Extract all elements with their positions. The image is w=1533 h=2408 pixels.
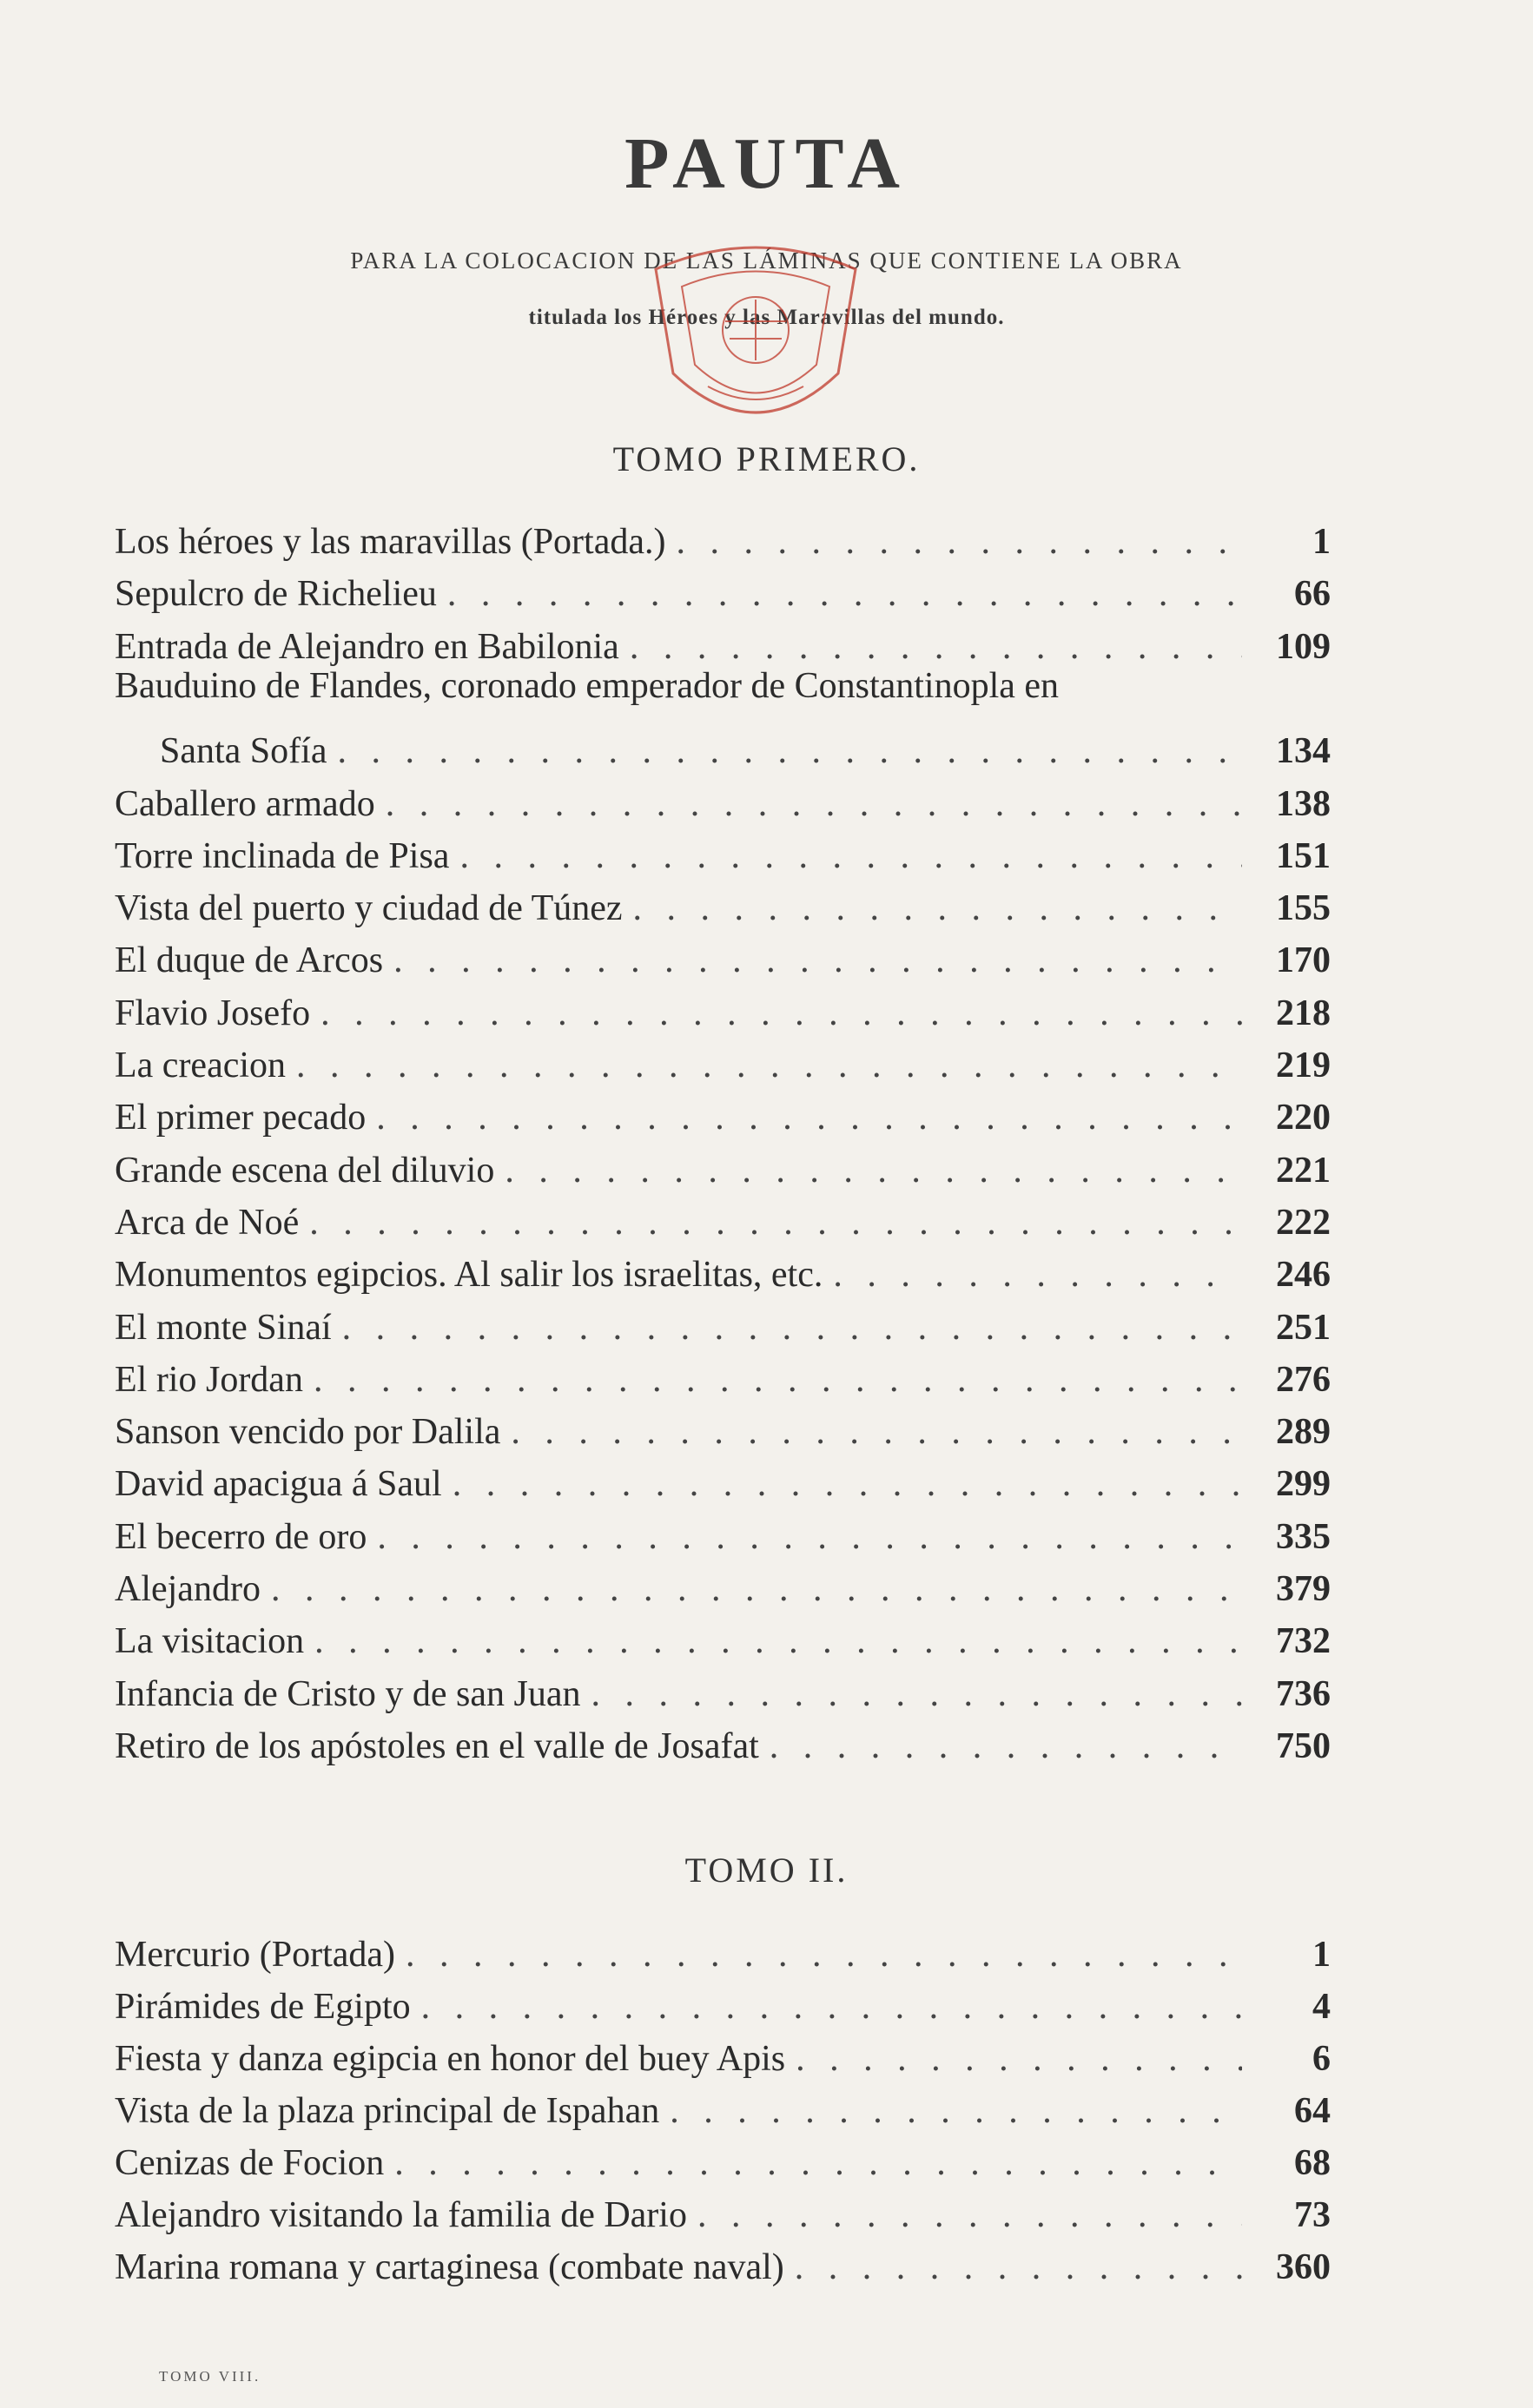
toc-entry [115, 1137, 1331, 1189]
entry-page-number: 6 [1312, 2039, 1331, 2079]
entry-page-number: 732 [1276, 1621, 1331, 1662]
entry-title: El rio Jordan [115, 1359, 303, 1400]
toc-entry [115, 770, 1331, 822]
entry-title: Marina romana y cartaginesa (combate naval) [115, 2247, 784, 2287]
entry-title-line: Bauduino de Flandes, coronado emperador de Constantinopla en [115, 665, 1060, 706]
entry-title: Pirámides de Egipto [115, 1987, 411, 2027]
dot-leader [447, 576, 1242, 612]
entry-title: La visitacion [115, 1621, 305, 1662]
entry-page-number: 68 [1294, 2143, 1331, 2183]
toc-entry [115, 874, 1331, 927]
entry-page-number: 73 [1294, 2195, 1331, 2235]
toc-entry [115, 1294, 1331, 1346]
dot-leader [377, 1519, 1242, 1555]
subtitle-line-2: titulada los Héroes y las Maravillas del mundo. [528, 306, 1005, 329]
entry-title: Los héroes y las maravillas (Portada.) [115, 522, 666, 562]
entry-page-number: 379 [1276, 1569, 1331, 1609]
toc-entry [115, 1921, 1331, 1973]
dot-leader [314, 1362, 1242, 1398]
entry-title: La creacion [115, 1046, 287, 1085]
dot-leader [795, 2249, 1242, 2286]
entry-title: El monte Sinaí [115, 1307, 332, 1348]
toc-entry [115, 927, 1331, 979]
volume-1-heading: TOMO PRIMERO. [612, 439, 921, 478]
toc-entry [115, 1346, 1331, 1398]
toc-entry [115, 2233, 1331, 2286]
toc-entry [115, 1032, 1331, 1084]
dot-leader [386, 786, 1242, 822]
entry-page-number: 222 [1276, 1202, 1331, 1243]
toc-entry [115, 1607, 1331, 1662]
entry-page-number: 138 [1276, 783, 1331, 824]
entry-title: Grande escena del diluvio [115, 1150, 495, 1191]
entry-page-number: 276 [1276, 1359, 1331, 1400]
entry-title: Caballero armado [115, 783, 375, 824]
entry-title: Cenizas de Focion [115, 2143, 385, 2183]
dot-leader [309, 1204, 1242, 1241]
toc-entry [115, 822, 1331, 874]
entry-page-number: 170 [1276, 940, 1331, 981]
entry-title: Sanson vencido por Dalila [115, 1412, 501, 1453]
entry-page-number: 1 [1312, 522, 1331, 562]
dot-leader [770, 1728, 1242, 1765]
toc-entry [115, 1084, 1331, 1136]
dot-leader [676, 524, 1242, 560]
dot-leader [459, 838, 1242, 874]
entry-page-number: 360 [1276, 2247, 1331, 2287]
entry-title: Arca de Noé [115, 1202, 300, 1243]
toc-entry [115, 613, 1331, 665]
entry-page-number: 218 [1276, 993, 1331, 1033]
entry-title: Sepulcro de Richelieu [115, 574, 437, 615]
entry-page-number: 736 [1276, 1673, 1331, 1714]
dot-leader [505, 1152, 1242, 1189]
entry-page-number: 151 [1276, 835, 1331, 876]
entry-title: Santa Sofía [160, 731, 327, 772]
dot-leader [796, 2041, 1242, 2077]
entry-title: Infancia de Cristo y de san Juan [115, 1673, 581, 1714]
entry-page-number: 289 [1276, 1412, 1331, 1453]
entry-title: Flavio Josefo [115, 993, 311, 1033]
toc-entry [115, 1450, 1331, 1505]
dot-leader [320, 995, 1242, 1032]
dot-leader [393, 942, 1242, 979]
entry-title: Vista de la plaza principal de Ispahan [115, 2091, 660, 2131]
entry-page-number: 251 [1276, 1307, 1331, 1348]
entry-title: Torre inclinada de Pisa [115, 835, 450, 876]
entry-title: Fiesta y danza egipcia en honor del buey Apis [115, 2039, 786, 2079]
entry-title: El duque de Arcos [115, 940, 384, 981]
subtitle-line-1: PARA LA COLOCACION DE LAS LÁMINAS QUE CONTIENE LA OBRA [350, 247, 1183, 274]
dot-leader [833, 1257, 1242, 1293]
entry-page-number: 335 [1276, 1516, 1331, 1557]
dot-leader [337, 733, 1242, 769]
toc-entry [115, 1398, 1331, 1453]
entry-page-number: 109 [1276, 626, 1331, 667]
dot-leader [314, 1623, 1242, 1659]
entry-page-number: 220 [1276, 1098, 1331, 1138]
entry-title: Monumentos egipcios. Al salir los israelitas, etc. [115, 1255, 823, 1296]
entry-page-number: 155 [1276, 888, 1331, 929]
entry-page-number: 134 [1276, 731, 1331, 772]
toc-entry [115, 1241, 1331, 1296]
entry-title: El primer pecado [115, 1098, 367, 1138]
toc-entry [115, 560, 1331, 615]
dot-leader [376, 1099, 1242, 1136]
entry-title: Retiro de los apóstoles en el valle de Josafat [115, 1725, 759, 1766]
entry-title: David apacigua á Saul [115, 1464, 442, 1505]
entry-page-number: 4 [1312, 1987, 1331, 2027]
toc-entry [115, 1660, 1331, 1712]
toc-entry [115, 2129, 1331, 2181]
entry-page-number: 219 [1276, 1046, 1331, 1085]
dot-leader [630, 629, 1242, 665]
entry-page-number: 66 [1294, 574, 1331, 615]
toc-entry [115, 2025, 1331, 2077]
dot-leader [394, 2145, 1242, 2181]
toc-entry [115, 1555, 1331, 1607]
dot-leader [271, 1571, 1242, 1607]
toc-entry [115, 2181, 1331, 2233]
entry-page-number: 299 [1276, 1464, 1331, 1505]
dot-leader [342, 1310, 1242, 1346]
toc-entry [115, 2077, 1331, 2129]
entry-title: Alejandro visitando la familia de Dario [115, 2195, 687, 2235]
dot-leader [591, 1676, 1242, 1712]
entry-page-number: 221 [1276, 1150, 1331, 1191]
entry-page-number: 1 [1312, 1935, 1331, 1975]
entry-title: Vista del puerto y ciudad de Túnez [115, 888, 623, 929]
toc-entry [115, 1973, 1331, 2025]
dot-leader [453, 1466, 1242, 1502]
entry-page-number: 64 [1294, 2091, 1331, 2131]
dot-leader [296, 1047, 1242, 1084]
toc-entry [115, 1503, 1331, 1555]
dot-leader [421, 1989, 1242, 2025]
entry-title: Mercurio (Portada) [115, 1935, 396, 1975]
dot-leader [670, 2093, 1242, 2129]
toc-entry [115, 717, 1331, 772]
entry-title: Alejandro [115, 1569, 261, 1609]
dot-leader [511, 1414, 1242, 1450]
entry-page-number: 246 [1276, 1255, 1331, 1296]
signature-mark: TOMO VIII. [159, 2368, 261, 2385]
volume-2-heading: TOMO II. [684, 1851, 849, 1890]
page-title: PAUTA [624, 123, 909, 204]
dot-leader [633, 890, 1242, 927]
dot-leader [697, 2197, 1242, 2233]
entry-page-number: 750 [1276, 1725, 1331, 1766]
dot-leader [406, 1936, 1242, 1973]
entry-title: Entrada de Alejandro en Babilonia [115, 626, 619, 667]
toc-entry [115, 980, 1331, 1032]
toc-entry [115, 1712, 1331, 1765]
entry-title: El becerro de oro [115, 1516, 367, 1557]
toc-entry [115, 1189, 1331, 1241]
toc-entry [115, 508, 1331, 560]
